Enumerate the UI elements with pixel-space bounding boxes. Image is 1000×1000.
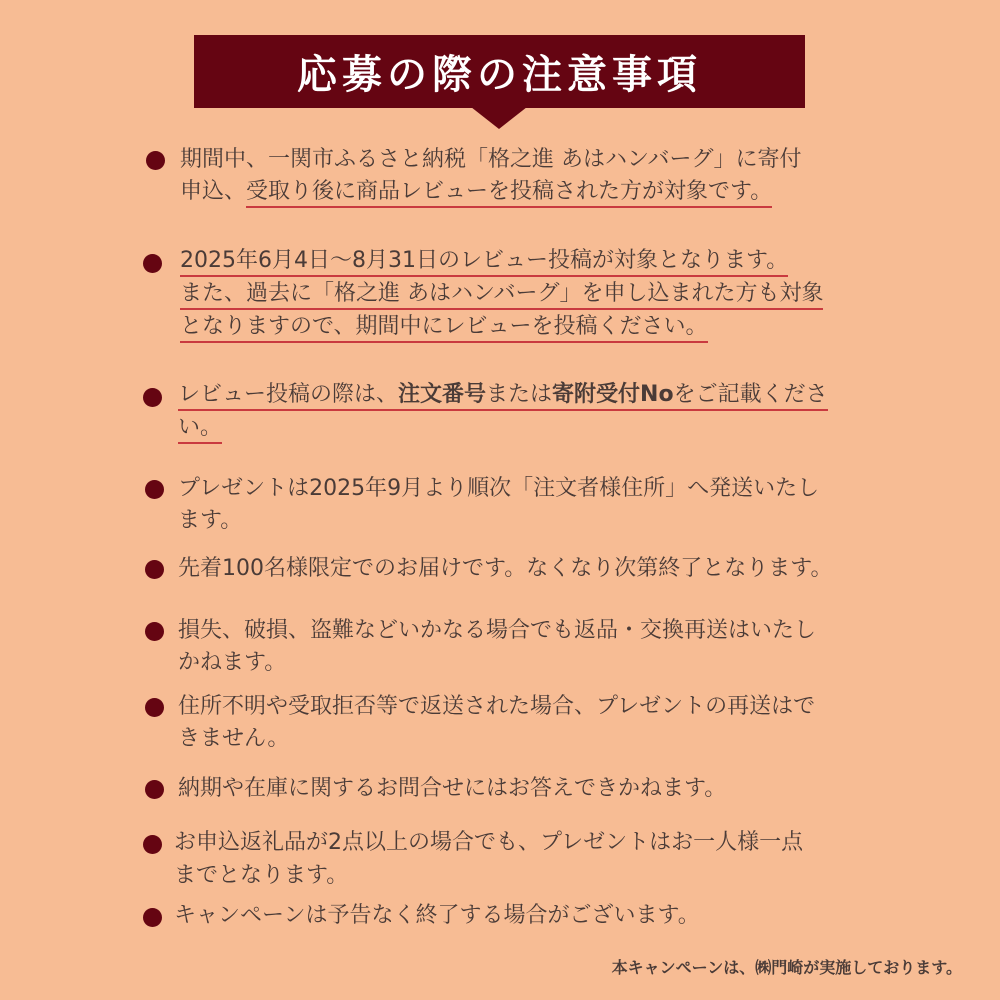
underlined-text — [178, 382, 828, 411]
notice-line: キャンペーンは予告なく終了する場合がございます。 — [174, 903, 700, 928]
notice-line — [180, 246, 788, 276]
notice-line — [178, 413, 222, 443]
bullet-icon — [146, 151, 165, 170]
notice-line: プレゼントは2025年9月より順次「注文者様住所」へ発送いたし — [178, 476, 820, 501]
notice-line — [180, 177, 772, 207]
notice-line: 先着100名様限定でのお届けです。なくなり次第終了となります。 — [178, 556, 833, 581]
underlined-text: また、過去に「格之進 あはハンバーグ」を申し込まれた方も対象 — [180, 281, 823, 310]
bullet-icon — [143, 835, 162, 854]
banner-pointer — [471, 107, 527, 129]
bullet-icon — [143, 254, 162, 273]
notice-line — [178, 380, 828, 410]
underlined-text: 2025年6月4日～8月31日のレビュー投稿が対象となります。 — [180, 248, 788, 277]
notice-line: かねます。 — [178, 650, 287, 675]
notice-line: ます。 — [178, 508, 243, 533]
bullet-icon — [145, 622, 164, 641]
order-number-label: 注文番号 — [398, 382, 487, 407]
bullet-icon — [145, 560, 164, 579]
footer-note: 本キャンペーンは、㈱門崎が実施しております。 — [611, 958, 962, 977]
notice-text: または — [486, 382, 553, 407]
notice-line: までとなります。 — [174, 863, 349, 888]
underlined-text: 受取り後に商品レビューを投稿された方が対象です。 — [246, 179, 772, 208]
bullet-icon — [145, 780, 164, 799]
notice-line: きません。 — [178, 726, 290, 751]
notice-line: 損失、破損、盗難などいかなる場合でも返品・交換再送はいたし — [178, 618, 817, 643]
notice-line — [180, 312, 708, 342]
bullet-icon — [143, 908, 162, 927]
notice-text: 申込、 — [180, 179, 247, 204]
notice-line: 住所不明や受取拒否等で返送された場合、プレゼントの再送はで — [178, 694, 816, 719]
donation-number-label: 寄附受付No — [552, 382, 674, 407]
notice-line: 期間中、一関市ふるさと納税「格之進 あはハンバーグ」に寄付 — [180, 147, 802, 172]
notice-line — [180, 279, 823, 309]
bullet-icon — [145, 480, 164, 499]
bullet-icon — [143, 388, 162, 407]
underlined-text: い。 — [178, 415, 222, 444]
notice-line: 納期や在庫に関するお問合せにはお答えできかねます。 — [178, 776, 727, 801]
notice-line: お申込返礼品が2点以上の場合でも、プレゼントはお一人様一点 — [174, 830, 804, 855]
notice-text: をご記載くださ — [673, 382, 828, 407]
underlined-text: となりますので、期間中にレビューを投稿ください。 — [180, 314, 708, 343]
page-title: 応募の際の注意事項 — [297, 52, 702, 98]
bullet-icon — [145, 698, 164, 717]
notice-text: レビュー投稿の際は、 — [178, 382, 399, 407]
title-banner — [194, 35, 805, 108]
